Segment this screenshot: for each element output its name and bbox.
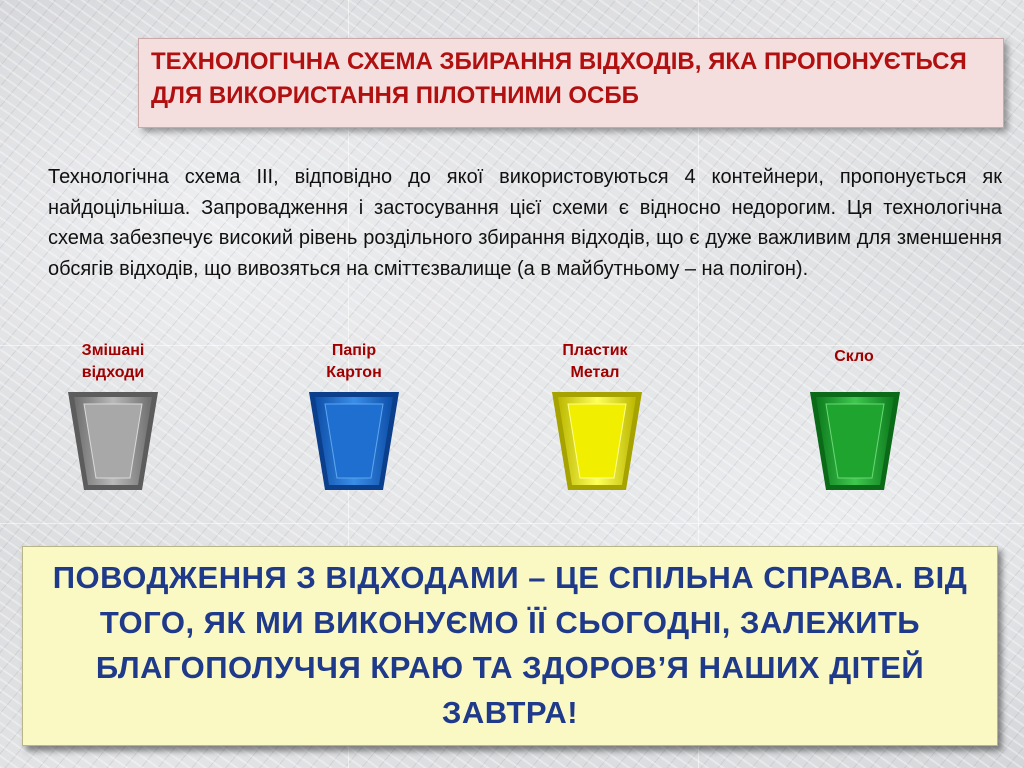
container-label-line: Метал <box>570 364 620 381</box>
container-label-line: Змішані <box>81 342 145 359</box>
container-label-plastic <box>515 340 675 384</box>
slide-title-box <box>138 38 1004 128</box>
gray-bin-icon <box>66 390 160 492</box>
container-label-mixed <box>33 340 193 384</box>
container-label-line: Пластик <box>562 342 628 359</box>
container-label-glass <box>774 346 934 368</box>
slogan-box <box>22 546 998 746</box>
container-label-line: Папір <box>331 342 377 359</box>
container-label-line: Картон <box>326 364 382 381</box>
background-tile-line <box>0 523 1024 524</box>
container-label-line: відходи <box>81 364 145 381</box>
container-label-paper <box>274 340 434 384</box>
yellow-bin-icon <box>550 390 644 492</box>
slogan-text: ПОВОДЖЕННЯ З ВІДХОДАМИ – ЦЕ СПІЛЬНА СПРАВА. ВІД ТОГО, ЯК МИ ВИКОНУЄМО ЇЇ СЬОГОДНІ, ЗАЛЕЖИТЬ БЛАГОПОЛУЧЧЯ КРАЮ ТА ЗДОРОВ’Я НАШИХ ДІТЕЙ ЗАВТРА! <box>52 560 968 730</box>
green-bin-icon <box>808 390 902 492</box>
container-label-line: Скло <box>834 348 874 365</box>
blue-bin-icon <box>307 390 401 492</box>
slide-title: ТЕХНОЛОГІЧНА СХЕМА ЗБИРАННЯ ВІДХОДІВ, ЯКА ПРОПОНУЄТЬСЯ ДЛЯ ВИКОРИСТАННЯ ПІЛОТНИМИ ОСББ <box>151 48 967 109</box>
intro-paragraph: Технологічна схема ІІІ, відповідно до якої використовуються 4 контейнери, пропонується як найдоцільніша. Запровадження і застосування цієї схеми є відносно недорогим. Ця технологічна схема забезпечує високий рівень роздільного збирання відходів, що є дуже важливим для зменшення обсягів відходів, що вивозяться на сміттєзвалище (а в майбутньому – на полігон). <box>48 166 1002 280</box>
